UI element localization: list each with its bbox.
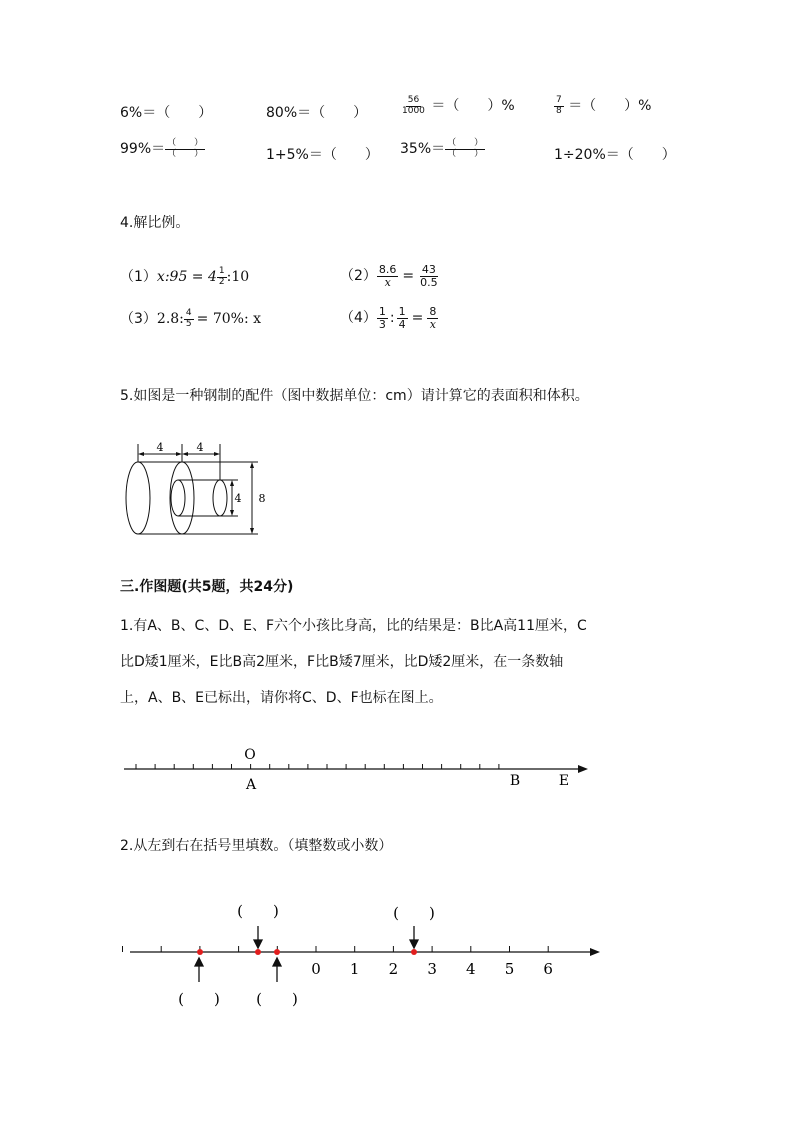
fraction: $\frac{1}{4}$ [398, 305, 406, 331]
item-label: （3） [120, 311, 157, 327]
point-marker [197, 949, 203, 955]
dim-outer-diameter: 8 [258, 492, 266, 505]
fraction: $\frac{56}{1000}$ [402, 95, 425, 116]
d1-line-2: 比D矮1厘米，E比B高2厘米，F比B矮7厘米，比D矮2厘米，在一条数轴 [120, 654, 564, 670]
label-origin: O [244, 747, 256, 763]
dim-length-outer: 4 [156, 441, 164, 454]
fraction: $\frac{1}{2}$ [218, 266, 225, 287]
point-marker [255, 949, 261, 955]
expr-part: 2.8: [156, 311, 184, 327]
number-line-2 [120, 894, 610, 1014]
point-marker [274, 949, 280, 955]
conv-r1-c3 [400, 95, 515, 116]
tick-label: 5 [504, 960, 515, 978]
equals: = [411, 310, 424, 327]
item-label: （4） [340, 310, 377, 327]
q4-item-1 [120, 266, 249, 287]
fraction: $\frac{( )}{( )}$ [167, 138, 204, 159]
fraction: $\frac{7}{8}$ [556, 95, 562, 116]
number-line-1 [118, 740, 598, 800]
dim-inner-diameter: 4 [234, 492, 242, 505]
axis-arrow [590, 948, 600, 956]
dim-length-inner: 4 [196, 441, 204, 454]
fraction: $\frac{4}{5}$ [185, 308, 192, 329]
fraction: $\frac{43}{0.5}$ [420, 263, 438, 289]
tick-label: 2 [388, 960, 399, 978]
q5-title: 5.如图是一种钢制的配件（图中数据单位：cm）请计算它的表面积和体积。 [120, 388, 589, 404]
tick-label: 4 [466, 960, 476, 978]
conv-r2-c3 [400, 138, 485, 159]
fraction: $\frac{8}{x}$ [429, 305, 437, 331]
axis-arrow [578, 765, 588, 773]
steel-part-figure [120, 436, 280, 540]
conv-r1-c4 [554, 95, 652, 116]
expr-part: x:95 = 4 [156, 269, 217, 285]
tick-label: 3 [427, 960, 437, 978]
conv-r2-c3-prefix: 35%＝ [400, 141, 446, 157]
blank-below-1[interactable]: ( ) [178, 990, 220, 1008]
q4-item-4 [340, 306, 438, 330]
fraction: $\frac{8.6}{x}$ [378, 263, 397, 289]
tick-label: 1 [349, 960, 360, 978]
q4-title: 4.解比例。 [120, 215, 190, 231]
conv-r2-c1 [120, 138, 205, 159]
conv-r1-c2: 80%＝（ ） [266, 105, 368, 121]
expr-part: = 70%: x [196, 311, 262, 327]
tick-label: 0 [311, 960, 321, 978]
fraction: $\frac{1}{3}$ [378, 305, 386, 331]
conv-r2-c1-prefix: 99%＝ [120, 141, 166, 157]
fraction: $\frac{( )}{( )}$ [447, 138, 484, 159]
expr-part: :10 [226, 269, 250, 285]
label-a: A [245, 777, 257, 793]
blank-below-2[interactable]: ( ) [256, 990, 298, 1008]
section3-title: 三.作图题(共5题，共24分) [120, 579, 294, 595]
d1-line-1: 1.有A、B、C、D、E、F六个小孩比身高，比的结果是：B比A高11厘米，C [120, 618, 587, 634]
q4-item-2 [340, 264, 440, 288]
item-label: （1） [120, 269, 157, 285]
label-e: E [558, 773, 570, 789]
conv-r1-c3-rest: ＝（ ）% [431, 98, 515, 114]
d1-text [120, 608, 680, 716]
tick-label: 6 [543, 960, 553, 978]
point-marker [411, 949, 417, 955]
blank-above-1[interactable]: ( ) [237, 902, 279, 920]
label-b: B [509, 773, 521, 789]
colon: : [389, 310, 395, 327]
conv-r1-c1: 6%＝（ ） [120, 105, 213, 121]
equals: = [402, 268, 415, 285]
item-label: （2） [340, 268, 377, 285]
blank-above-2[interactable]: ( ) [393, 904, 435, 922]
conv-r2-c2: 1+5%＝（ ） [266, 147, 379, 163]
d2-title: 2.从左到右在括号里填数。（填整数或小数） [120, 838, 393, 854]
d1-line-3: 上，A、B、E已标出，请你将C、D、F也标在图上。 [120, 690, 443, 706]
conv-r1-c4-rest: ＝（ ）% [568, 98, 652, 114]
q4-item-3 [120, 308, 261, 329]
conv-r2-c4: 1÷20%＝（ ） [554, 147, 676, 163]
